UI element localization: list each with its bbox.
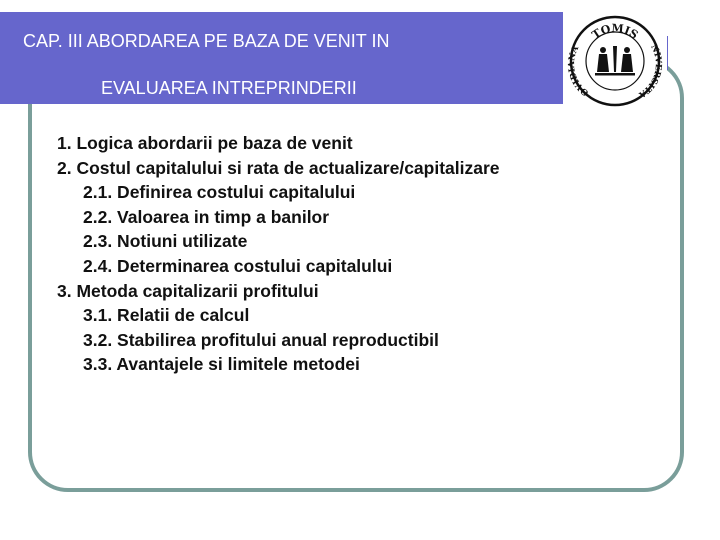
outline-list — [57, 131, 500, 377]
slide-title-line-1: CAP. III ABORDAREA PE BAZA DE VENIT IN — [23, 31, 390, 51]
slide-title-line-2: EVALUAREA INTREPRINDERII — [101, 78, 357, 98]
outline-subitem: 2.3. Notiuni utilizate — [83, 231, 248, 252]
outline-subitem: 2.2. Valoarea in timp a banilor — [83, 206, 330, 227]
seal-figures-icon — [595, 46, 635, 76]
outline-subitem: 2.1. Definirea costului capitalului — [83, 182, 356, 203]
seal-top-text: TOMIS — [589, 21, 641, 42]
outline-subitem: 3.2. Stabilirea profitului anual reproductibil — [83, 329, 439, 350]
outline-item: 3. Metoda capitalizarii profitului — [57, 280, 319, 301]
seal-left-text: OVIDIANA — [567, 44, 592, 98]
university-seal-icon — [563, 10, 667, 108]
title-band — [0, 12, 563, 104]
outline-item: 2. Costul capitalului si rata de actualizare/capitalizare — [57, 157, 500, 178]
outline-item: 1. Logica abordarii pe baza de venit — [57, 133, 353, 153]
outline-subitem: 3.3. Avantajele si limitele metodei — [83, 354, 360, 375]
seal-right-text: NIVERSITA — [636, 43, 664, 100]
outline-subitem: 2.4. Determinarea costului capitalului — [83, 255, 393, 276]
outline-subitem: 3.1. Relatii de calcul — [83, 305, 250, 326]
university-seal-logo — [563, 10, 667, 108]
